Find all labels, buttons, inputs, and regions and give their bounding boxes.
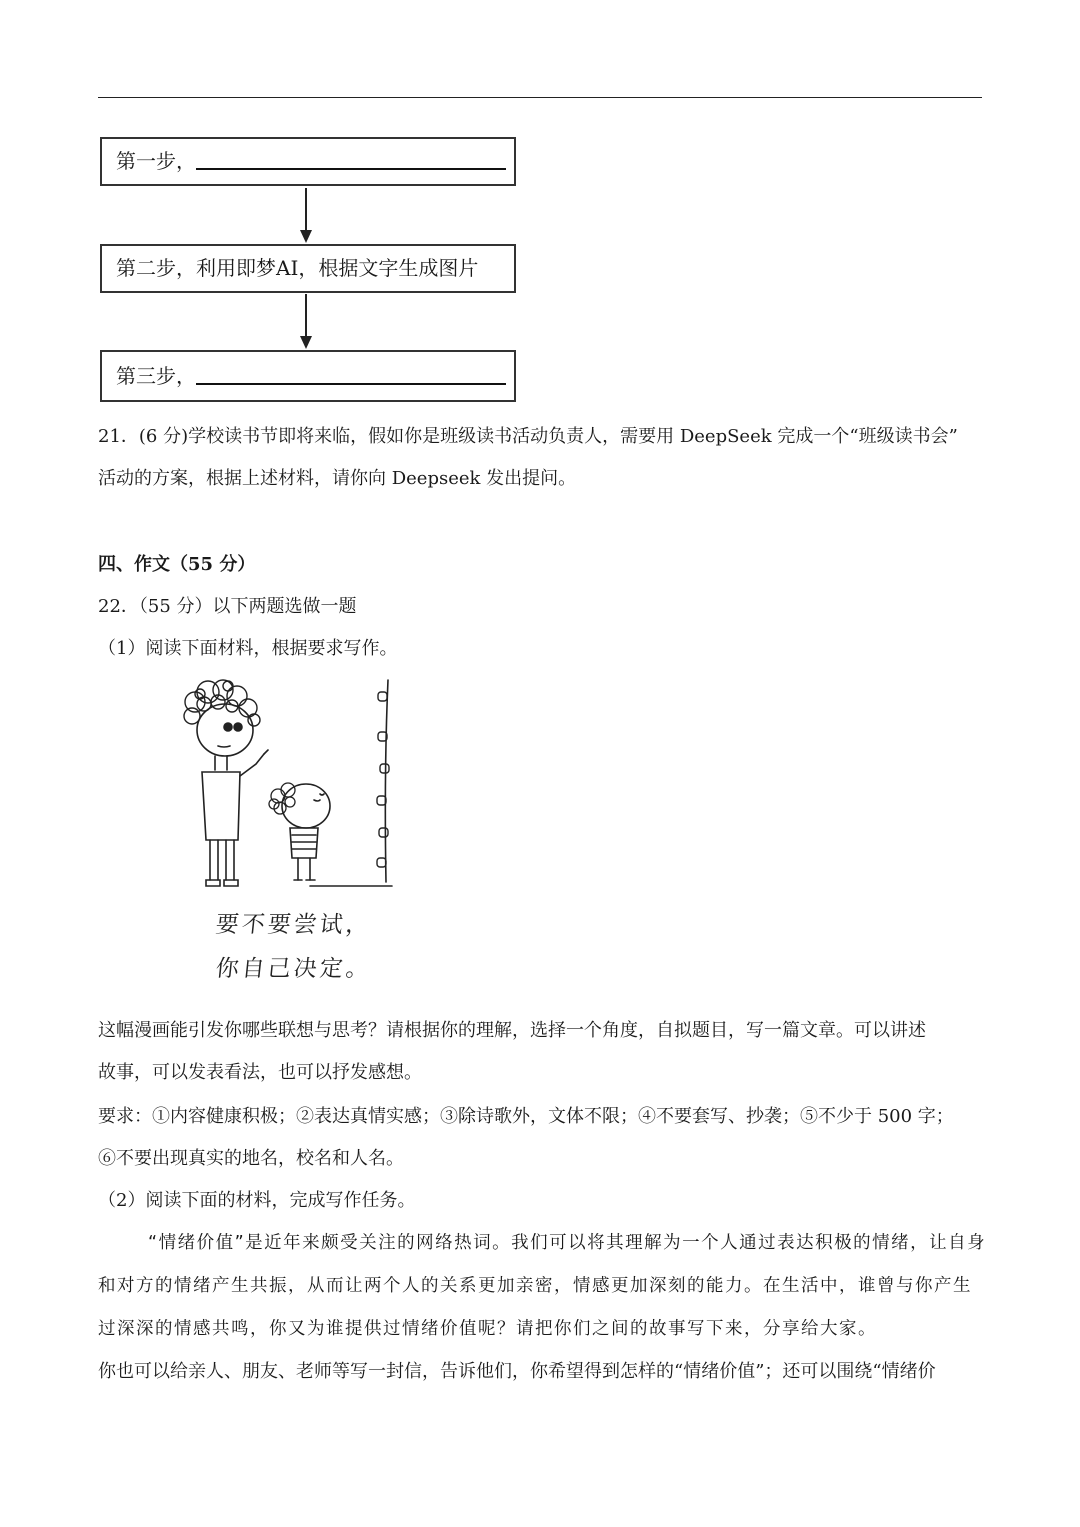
requirements-line-2: ⑥不要出现真实的地名，校名和人名。 bbox=[98, 1148, 404, 1169]
q22-part2-title: （2）阅读下面的材料，完成写作任务。 bbox=[98, 1190, 416, 1211]
prompt-line-2: 故事，可以发表看法，也可以抒发感想。 bbox=[98, 1062, 422, 1083]
q22-title: 22．（55 分）以下两题选做一题 bbox=[98, 596, 357, 617]
header-rule bbox=[98, 97, 982, 98]
prompt-line-1: 这幅漫画能引发你哪些联想与思考？请根据你的理解，选择一个角度，自拟题目，写一篇文章。可以讲述 bbox=[98, 1020, 926, 1041]
flow-step-1-label: 第一步， bbox=[116, 149, 196, 173]
material-line-3: 过深深的情感共鸣，你又为谁提供过情绪价值呢？请把你们之间的故事写下来，分享给大家。 bbox=[98, 1319, 877, 1339]
comic-caption-line-2: 你自己决定。 bbox=[214, 956, 374, 982]
q21-line-2: 活动的方案，根据上述材料，请你向 Deepseek 发出提问。 bbox=[98, 468, 577, 489]
mother-hair bbox=[184, 680, 260, 726]
down-arrow-icon bbox=[298, 188, 314, 244]
answer-blank-1[interactable] bbox=[196, 148, 506, 170]
down-arrow-icon bbox=[298, 294, 314, 350]
material-line-4: 你也可以给亲人、朋友、老师等写一封信，告诉他们，你希望得到怎样的“情绪价值”；还可以围绕“情绪价 bbox=[98, 1361, 936, 1382]
flow-step-1 bbox=[100, 137, 516, 186]
answer-blank-3[interactable] bbox=[196, 363, 506, 385]
q22-part1-title: （1）阅读下面材料，根据要求写作。 bbox=[98, 638, 398, 659]
flow-step-2 bbox=[100, 244, 516, 293]
section-title: 四、作文（55 分） bbox=[98, 554, 256, 575]
flow-step-3 bbox=[100, 350, 516, 402]
material-line-1: “情绪价值”是近年来颇受关注的网络热词。我们可以将其理解为一个人通过表达积极的情绪，让自身 bbox=[148, 1233, 987, 1253]
flow-step-3-label: 第三步， bbox=[116, 364, 196, 388]
comic-caption-line-1: 要不要尝试， bbox=[214, 912, 374, 938]
material-line-2: 和对方的情绪产生共振，从而让两个人的关系更加亲密，情感更加深刻的能力。在生活中，谁曾与你产生 bbox=[98, 1276, 972, 1296]
q21-line-1: 21．(6 分)学校读书节即将来临，假如你是班级读书活动负责人，需要用 DeepSeek 完成一个“班级读书会” bbox=[98, 426, 958, 447]
requirements-line-1: 要求：①内容健康积极；②表达真情实感；③除诗歌外，文体不限；④不要套写、抄袭；⑤不少于 500 字； bbox=[98, 1106, 954, 1127]
flow-step-2-label: 第二步，利用即梦AI，根据文字生成图片 bbox=[116, 256, 479, 280]
